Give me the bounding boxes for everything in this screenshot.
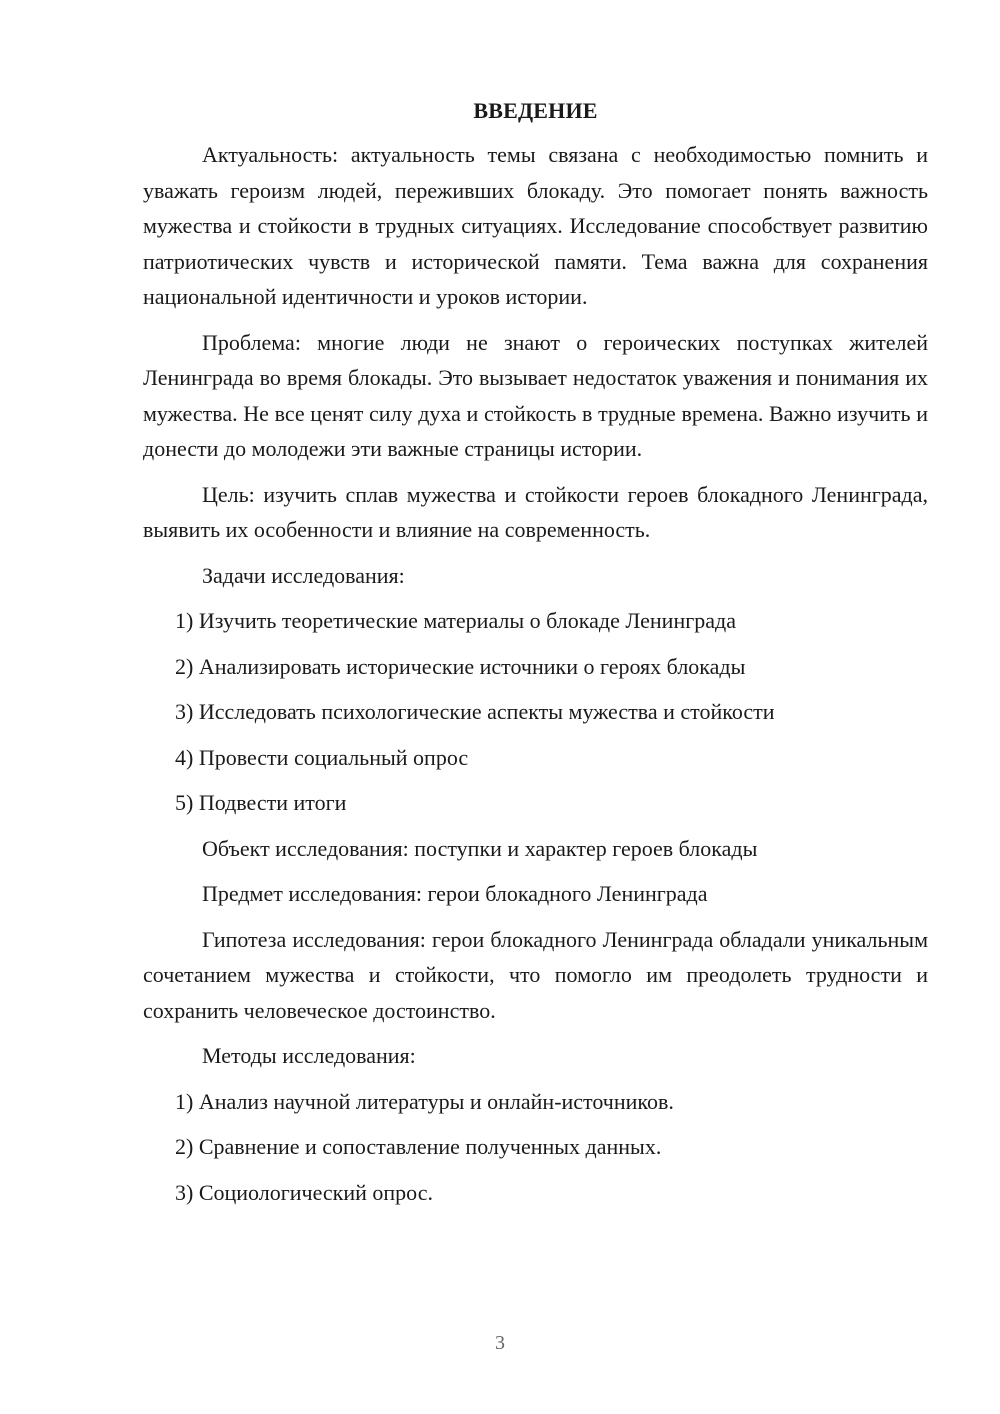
methods-list bbox=[143, 1084, 928, 1211]
section-title: ВВЕДЕНИЕ bbox=[473, 98, 598, 123]
list-item: 1) Изучить теоретические материалы о блокаде Ленинграда bbox=[175, 608, 736, 633]
list-item: 3) Исследовать психологические аспекты мужества и стойкости bbox=[175, 699, 775, 724]
list-item: 2) Анализировать исторические источники о героях блокады bbox=[175, 653, 746, 679]
goal-paragraph: Цель: изучить сплав мужества и стойкости героев блокадного Ленинграда, выявить их особенности и влияние на современность. bbox=[143, 481, 928, 542]
list-item: 4) Провести социальный опрос bbox=[175, 744, 469, 770]
page-number: 3 bbox=[495, 1332, 505, 1354]
list-item: 2) Сравнение и сопоставление полученных данных. bbox=[175, 1134, 662, 1159]
subject-paragraph: Предмет исследования: герои блокадного Ленинграда bbox=[202, 881, 708, 906]
list-item: 5) Подвести итоги bbox=[175, 790, 347, 815]
tasks-list bbox=[143, 603, 928, 821]
document-page bbox=[143, 95, 928, 1220]
methods-heading: Методы исследования: bbox=[202, 1043, 416, 1068]
problem-paragraph: Проблема: многие люди не знают о героических поступках жителей Ленинграда во время блокады. Это вызывает недостаток уважения и понимания их мужества. Не все ценят силу духа и стойкость в трудные времена. Важно изучить и донести до молодежи эти важные страницы истории. bbox=[143, 329, 928, 461]
list-item: 1) Анализ научной литературы и онлайн-источников. bbox=[175, 1088, 674, 1114]
hypothesis-paragraph: Гипотеза исследования: герои блокадного Ленинграда обладали уникальным сочетанием мужества и стойкости, что помогло им преодолеть трудности и сохранить человеческое достоинство. bbox=[143, 926, 928, 1023]
tasks-heading: Задачи исследования: bbox=[202, 562, 405, 588]
object-paragraph: Объект исследования: поступки и характер героев блокады bbox=[202, 835, 758, 861]
relevance-paragraph: Актуальность: актуальность темы связана с необходимостью помнить и уважать героизм людей, переживших блокаду. Это помогает понять важность мужества и стойкости в трудных ситуациях. Исследование способствует развитию патриотических чувств и исторической памяти. Тема важна для сохранения национальной идентичности и уроков истории. bbox=[143, 142, 928, 309]
list-item: 3) Социологический опрос. bbox=[175, 1179, 433, 1205]
